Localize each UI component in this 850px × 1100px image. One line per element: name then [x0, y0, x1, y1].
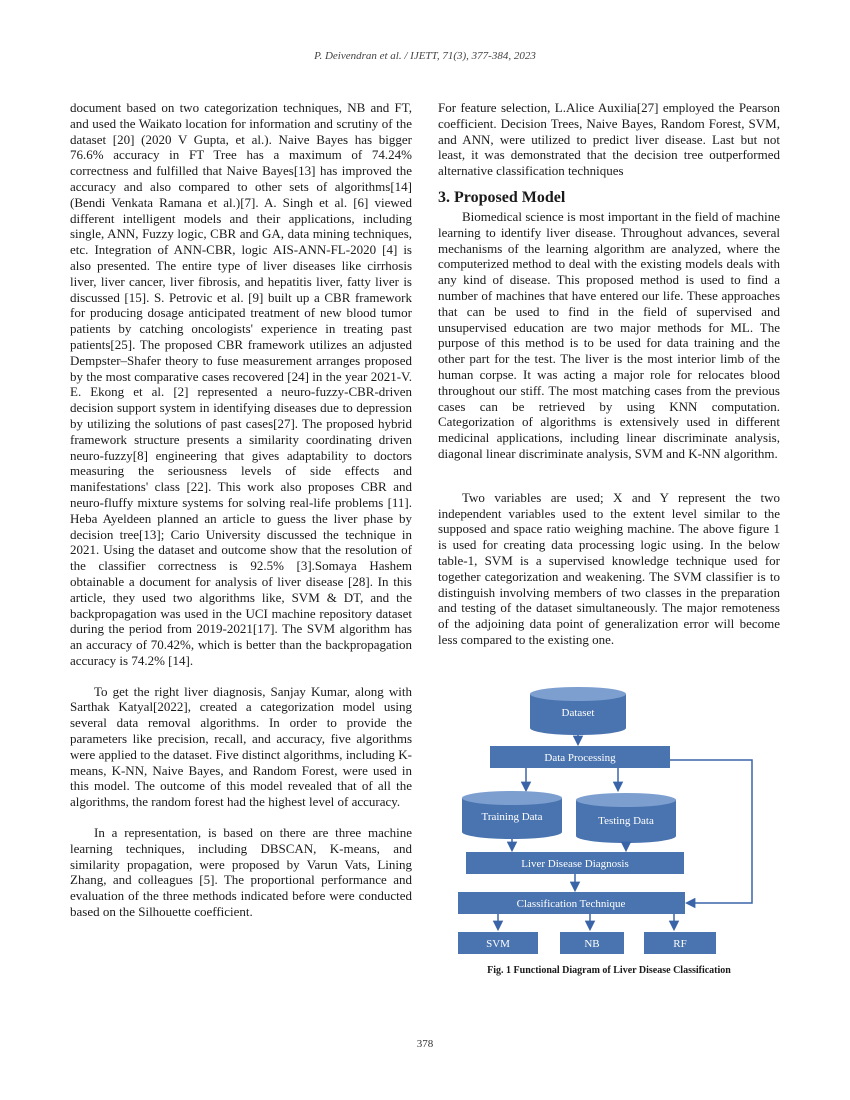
paragraph: To get the right liver diagnosis, Sanjay Kumar, along with Sarthak Katyal[2022], created a categorization model using several data removal algorithms. In order to provide the parameters like precision, recall, and accuracy, five algorithms were applied to the dataset. Five distinct algorithms, including K-means, K-NN, Naive Bayes, and Random Forest, were used in this model. The outcome of this model revealed that of all the algorithms, the random forest had the highest level of accuracy. — [70, 683, 412, 810]
data-processing-node — [490, 746, 670, 768]
rf-node — [644, 932, 716, 954]
left-column — [70, 100, 412, 920]
svm-node — [458, 932, 538, 954]
paragraph: In a representation, is based on there are three machine learning techniques, including DBSCAN, K-means, and similarity propagation, were proposed by Varun Vats, Lining Zhang, and colleagues [5]. The proportional performance and evaluation of the three methods indicated before were conducted based on the Silhouette coefficient. — [70, 825, 412, 920]
nb-label: NB — [584, 938, 600, 950]
functional-diagram — [438, 680, 780, 980]
testing-data-node — [576, 793, 676, 843]
bypass-arrow — [670, 760, 752, 903]
rf-label: RF — [673, 938, 687, 950]
testing-data-label: Testing Data — [598, 815, 654, 827]
svm-label: SVM — [486, 938, 510, 950]
running-header: P. Deivendran et al. / IJETT, 71(3), 377-384, 2023 — [314, 50, 536, 62]
paragraph: For feature selection, L.Alice Auxilia[27] employed the Pearson coefficient. Decision Trees, Naive Bayes, Random Forest, SVM, and ANN, were utilized to predict liver disease. Last but not least, it was demonstrated that the decision tree outperformed alternative classification techniques — [438, 100, 780, 179]
paragraph: Two variables are used; X and Y represent the two independent variables used to the extent level similar to the supposed and space ratio weighing machine. The above figure 1 is used for creating data processing logic using. In the below table-1, SVM is a supervised knowledge technique used for together categorization and weakening. The SVM classifier is to distinguish involving members of two classes in the preparation and testing of the dataset simultaneously. The major remoteness of the adjoining data point of generalization error will become less compared to the existing one. — [438, 489, 780, 647]
classification-technique-node — [458, 892, 685, 914]
page-number: 378 — [416, 1038, 434, 1050]
figure-caption: Fig. 1 Functional Diagram of Liver Disease Classification — [487, 965, 731, 976]
liver-disease-diagnosis-label: Liver Disease Diagnosis — [521, 858, 629, 870]
section-heading: 3. Proposed Model — [438, 188, 566, 206]
liver-disease-diagnosis-node — [466, 852, 684, 874]
nb-node — [560, 932, 624, 954]
right-column — [438, 100, 780, 648]
paragraph: document based on two categorization techniques, NB and FT, and used the Waikato location for information and scrutiny of the dataset [20] (2020 V Gupta, et al.). Naive Bayes has bigger 76.6% accuracy in FT Tree has a maximum of 74.24% correctness and fulfilled that Naive Bayes[13] has improved the accuracy and also compared to other sets of algorithms[14] (Bendi Venkata Ramana et al.)[7]. A. Singh et al. [6] viewed different intelligent models and their applications, including single, ANN, Fuzzy logic, CBR and GA, data mining techniques, etc. Integration of ANN-CBR, logic AIS-ANN-FL-2020 [4] is also presented. The entire type of liver diseases like cirrhosis liver, liver cancer, liver fibrosis, and hepatitis liver, fatty liver is discussed [15]. S. Petrovic et al. [9] built up a CBR framework for producing dosage anticipated treatment of new blood tumor patients by catching oncologists' experience in treating past patients[25]. The proposed CBR framework utilizes an adjusted Dempster–Shafer theory to fuse measurement arranges proposed by the most comparative cases recovered [24] in the year 2021-V. E. Ekong et al. [2] represented a neuro-fuzzy-CBR-driven decision support system in identifying diseases due to depression by utilizing the solutions of past cases[27]. The proposed hybrid framework structure presents a similarity coordinating driven neuro-fuzzy[8] engineering that gives adaptability to doctors measuring the seriousness levels of side effects and manifestations' class [22]. This work also proposes CBR and neuro-fluffy mixture systems for solving real-life problems [11]. Heba Ayeldeen planned an article to guess the liver phase by decision tree[13]; Cario University discussed the technique in 2021. Using the dataset and outcome show that the resolution of the classifier correctness is 92.5% [3].Somaya Hashem obtainable a document for analysis of liver disease [28]. In this article, they used two algorithms like, SVM & DT, and the backpropagation was used in the UCI machine repository dataset during the period from 2019-2021[17]. The SVM algorithm has an accuracy of 70.42%, which is better than the backpropagation accuracy is 74.2% [14]. — [70, 100, 412, 668]
paragraph: Biomedical science is most important in the field of machine learning to identify liver disease. Throughout advances, several mechanisms of the learning algorithm are analyzed, where the computerized method to deal with the existing models deals with any kind of disease. This proposed method is used to find a number of machines that have entered our life. These approaches that can be used to find in the field of supervised and unsupervised education are two major methods for ML. The purpose of this method is to be used for data training and the other part for the test. The liver is the most interior limb of the human corpse. It was acting a major role for relocates blood throughout our stiff. The most matching cases from the previous cases can be retrieved by using KNN computation. Categorization of algorithms is extensively used in different medicinal applications, including linear discriminate analysis, diagonal linear discriminate analysis, SVM and K-NN algorithm. — [438, 208, 780, 461]
dataset-label: Dataset — [561, 707, 595, 719]
training-data-label: Training Data — [481, 811, 543, 823]
training-data-node — [462, 791, 562, 839]
data-processing-label: Data Processing — [544, 752, 616, 764]
dataset-node — [530, 687, 626, 735]
classification-technique-label: Classification Technique — [516, 898, 626, 910]
